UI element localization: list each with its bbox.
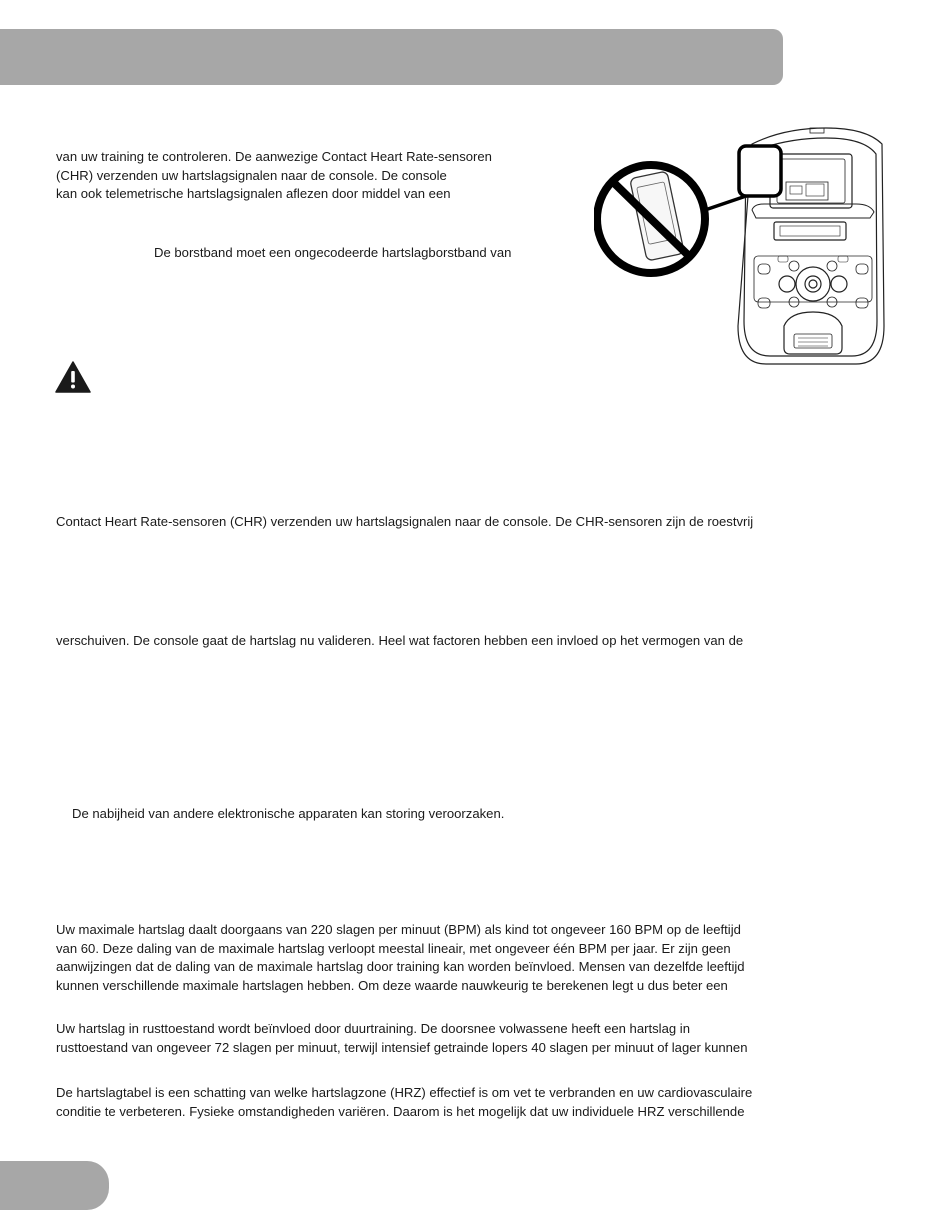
device-holder-highlight xyxy=(739,146,781,196)
intro-line-3: kan ook telemetrische hartslagsignalen aflezen door middel van een xyxy=(56,186,451,201)
no-phone-icon xyxy=(597,165,705,273)
validate-paragraph: verschuiven. De console gaat de hartslag nu valideren. Heel wat factoren hebben een invloed op het vermogen van de xyxy=(56,633,744,648)
intro-line-1: van uw training te controleren. De aanwezige Contact Heart Rate-sensoren xyxy=(56,149,492,164)
header-bar xyxy=(0,29,783,85)
max-hr-line-1: Uw maximale hartslag daalt doorgaans van 220 slagen per minuut (BPM) als kind tot ongeveer 160 BPM op de leeftijd xyxy=(56,922,741,937)
resting-hr-line-1: Uw hartslag in rusttoestand wordt beïnvloed door duurtraining. De doorsnee volwassene heeft een hartslag in xyxy=(56,1021,690,1036)
chest-strap-note: De borstband moet een ongecodeerde hartslagborstband van xyxy=(154,245,512,260)
max-hr-line-3: aanwijzingen dat de daling van de maximale hartslag door training kan worden beïnvloed. Mensen van dezelfde leeftijd xyxy=(56,959,745,974)
intro-line-2: (CHR) verzenden uw hartslagsignalen naar de console. De console xyxy=(56,167,447,183)
max-hr-line-4: kunnen verschillende maximale hartslagen hebben. Om deze waarde nauwkeurig te berekenen legt u dus beter een xyxy=(56,977,728,993)
max-hr-line-2: van 60. Deze daling van de maximale hartslag verloopt meestal lineair, met ongeveer één BPM per jaar. Er zijn geen xyxy=(56,940,731,956)
hr-table-line-2: conditie te verbeteren. Fysieke omstandigheden variëren. Daarom is het mogelijk dat uw individuele HRZ verschillende xyxy=(56,1103,745,1119)
hr-table-line-1: De hartslagtabel is een schatting van welke hartslagzone (HRZ) effectief is om vet te verbranden en uw cardiovasculaire xyxy=(56,1085,753,1100)
interference-note: De nabijheid van andere elektronische apparaten kan storing veroorzaken. xyxy=(72,806,505,821)
page-number-tab xyxy=(0,1161,109,1210)
chr-paragraph: Contact Heart Rate-sensoren (CHR) verzenden uw hartslagsignalen naar de console. De CHR-sensoren zijn de roestvrij xyxy=(56,514,754,529)
warning-triangle-icon xyxy=(55,361,91,393)
console-no-phone-icon xyxy=(594,126,890,368)
resting-hr-line-2: rusttoestand van ongeveer 72 slagen per minuut, terwijl intensief getrainde lopers 40 slagen per minuut of lager kunnen xyxy=(56,1039,748,1055)
